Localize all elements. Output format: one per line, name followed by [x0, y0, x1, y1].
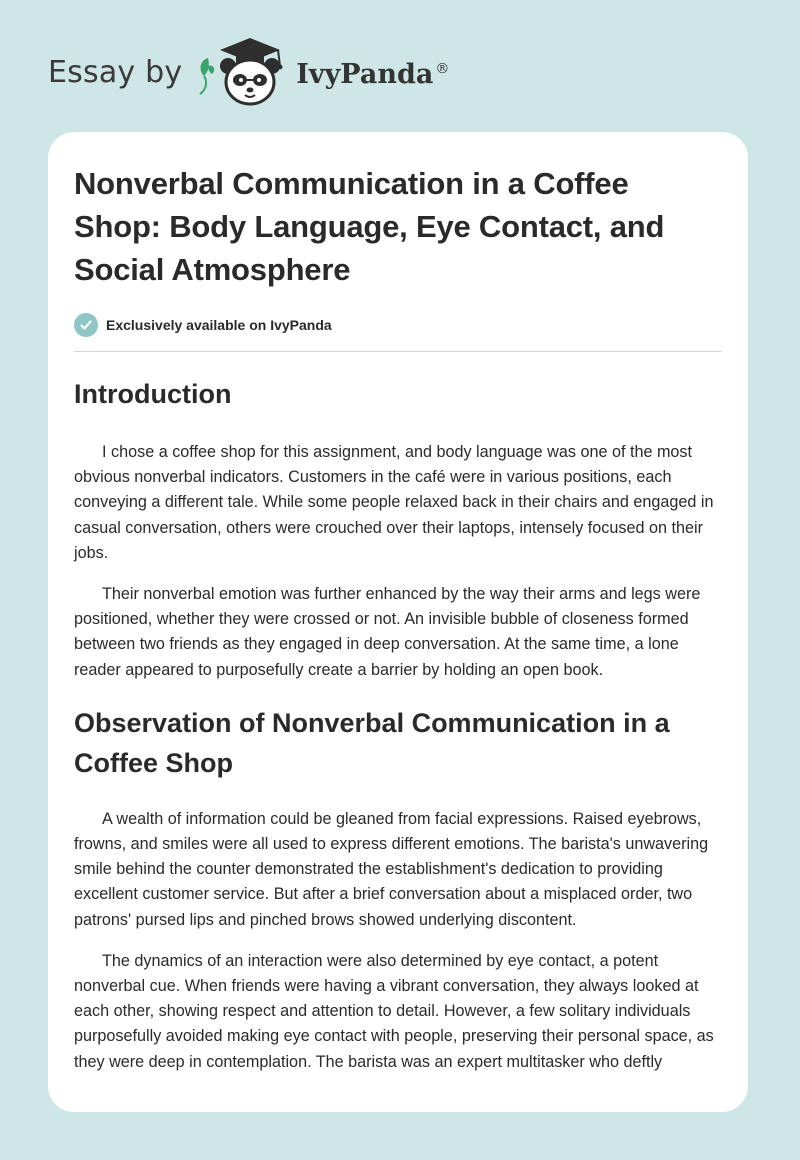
divider	[74, 351, 722, 352]
badge-label: Exclusively available on IvyPanda	[106, 317, 332, 333]
availability-badge	[74, 313, 722, 337]
section-heading: Observation of Nonverbal Communication in a Coffee Shop	[74, 707, 670, 778]
paragraph: Their nonverbal emotion was further enhanced by the way their arms and legs were positioned, whether they were crossed or not. An invisible bubble of closeness formed between two friends as they engaged in deep conversation. At the same time, a lone reader appeared to purposefully create a barrier by holding an open book.	[74, 585, 701, 679]
essay-card	[48, 132, 748, 1112]
paragraph: I chose a coffee shop for this assignment, and body language was one of the most obvious nonverbal indicators. Customers in the café were in various positions, each conveying a different tale. While some people relaxed back in their chairs and engaged in casual conversation, others were crouched over their laptops, intensely focused on their jobs.	[74, 443, 714, 562]
brand-name[interactable]: IvyPanda ®	[296, 58, 450, 90]
registered-mark: ®	[435, 60, 450, 77]
essay-title: Nonverbal Communication in a Coffee Shop: Body Language, Eye Contact, and Social Atmosphere	[74, 166, 665, 287]
site-header	[48, 36, 449, 108]
paragraph: The dynamics of an interaction were also determined by eye contact, a potent nonverbal cue. When friends were having a vibrant conversation, they always looked at each other, showing respect and attention to detail. However, a few solitary individuals purposefully avoided making eye contact with people, preserving their personal space, as they were deep in contemplation. The barista was an expert multitasker who deftly	[74, 951, 714, 1071]
panda-graduate-logo-icon[interactable]	[194, 36, 290, 108]
essay-by-label: Essay by	[48, 54, 183, 90]
paragraph: A wealth of information could be gleaned from facial expressions. Raised eyebrows, frowns, and smiles were all used to express different emotions. The barista's unwavering smile behind the counter demonstrated the establishment's dedication to providing excellent customer service. But after a brief conversation about a misplaced order, two patrons' pursed lips and pinched brows showed underlying discontent.	[74, 809, 709, 929]
section-heading: Introduction	[74, 379, 232, 409]
checkmark-icon	[74, 313, 98, 337]
